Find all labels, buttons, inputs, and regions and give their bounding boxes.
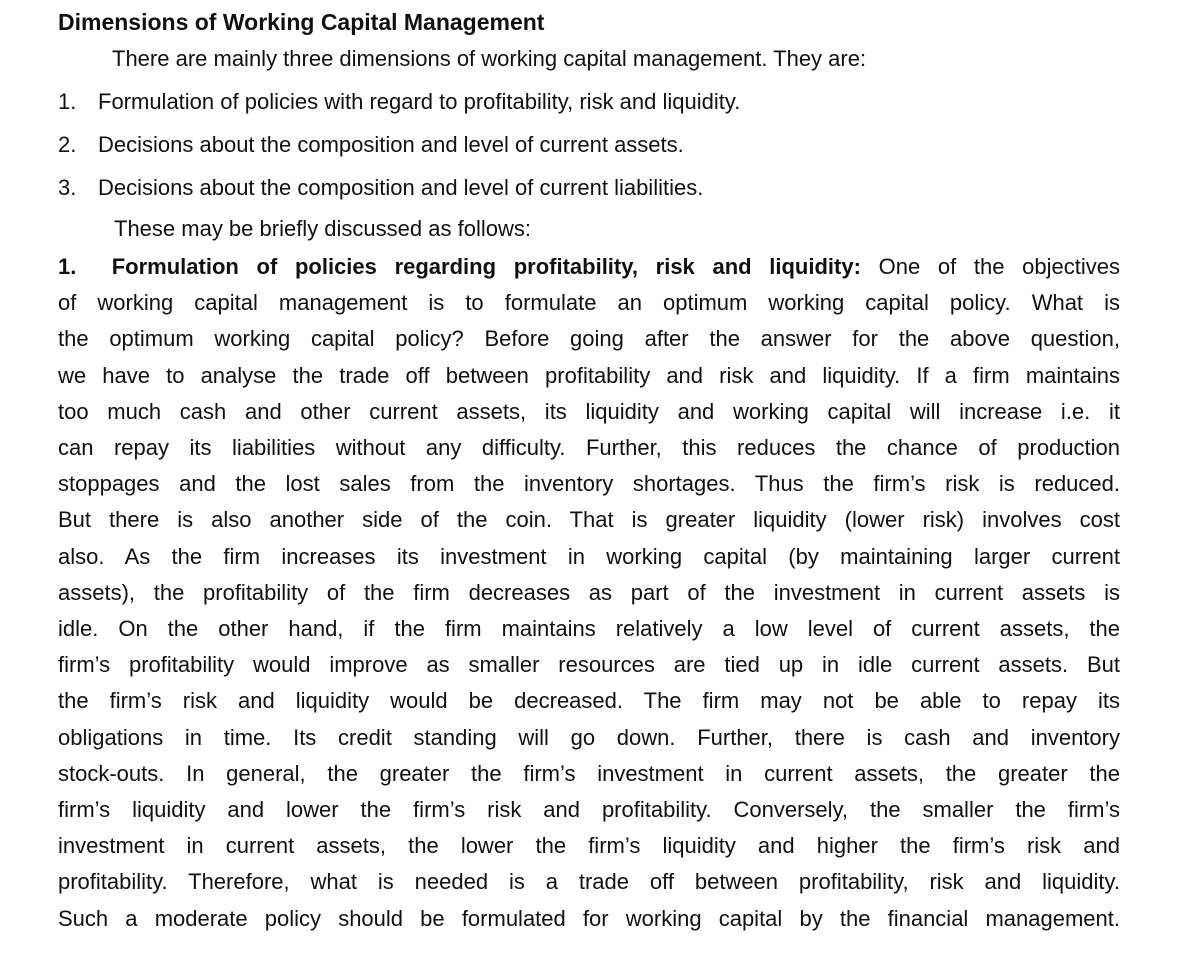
paragraph-line: also. As the firm increases its investment in working capital (by maintaining larger current: [58, 543, 1120, 569]
paragraph-line: obligations in time. Its credit standing will go down. Further, there is cash and inventory: [58, 724, 1120, 750]
list-item: [58, 123, 1120, 166]
paragraph-line: firm’s liquidity and lower the firm’s risk and profitability. Conversely, the smaller the firm’s: [58, 797, 1120, 823]
list-item-text: Decisions about the composition and level of current assets.: [98, 132, 684, 157]
list-item-number: 2.: [58, 132, 77, 157]
section-number: 1.: [58, 254, 77, 279]
paragraph-line: investment in current assets, the lower the firm’s liquidity and higher the firm’s risk and: [58, 833, 1120, 859]
document-page: [58, 6, 1120, 937]
section-heading: Formulation of policies regarding profitability, risk and liquidity:: [111, 254, 861, 279]
paragraph-line: we have to analyse the trade off between profitability and risk and liquidity. If a firm maintains: [58, 362, 1120, 388]
list-item: [58, 166, 1120, 209]
paragraph-line: assets), the profitability of the firm decreases as part of the investment in current assets is: [58, 579, 1120, 605]
section-profitability-risk-liquidity: [58, 249, 1120, 937]
paragraph-line: stock-outs. In general, the greater the firm’s investment in current assets, the greater the: [58, 760, 1120, 786]
paragraph-line: the optimum working capital policy? Before going after the answer for the above question,: [58, 326, 1120, 352]
paragraph-line: idle. On the other hand, if the firm maintains relatively a low level of current assets, the: [58, 616, 1120, 642]
paragraph-line: too much cash and other current assets, its liquidity and working capital will increase i.e. it: [58, 398, 1120, 424]
transition-sentence: These may be briefly discussed as follows:: [114, 216, 531, 241]
paragraph-line: of working capital management is to formulate an optimum working capital policy. What is: [58, 290, 1120, 316]
intro-paragraph: There are mainly three dimensions of working capital management. They are:: [112, 46, 867, 71]
section-first-line: [58, 249, 1120, 285]
paragraph-line: the firm’s risk and liquidity would be decreased. The firm may not be able to repay its: [58, 688, 1120, 714]
dimensions-list: [58, 80, 1120, 209]
list-item: [58, 80, 1120, 123]
paragraph-line: Such a moderate policy should be formulated for working capital by the financial management.: [58, 905, 1120, 931]
paragraph-line: profitability. Therefore, what is needed is a trade off between profitability, risk and liquidity.: [58, 869, 1120, 895]
list-item-number: 1.: [58, 89, 77, 114]
paragraph-line: firm’s profitability would improve as smaller resources are tied up in idle current assets. But: [58, 652, 1120, 678]
list-item-number: 3.: [58, 175, 77, 200]
paragraph-line: can repay its liabilities without any difficulty. Further, this reduces the chance of production: [58, 435, 1120, 461]
page-title: Dimensions of Working Capital Management: [58, 9, 545, 35]
paragraph-line: But there is also another side of the coin. That is greater liquidity (lower risk) involves cost: [58, 507, 1120, 533]
section-first-line-rest: One of the objectives: [878, 254, 1120, 279]
list-item-text: Decisions about the composition and level of current liabilities.: [98, 175, 704, 200]
paragraph-line: stoppages and the lost sales from the inventory shortages. Thus the firm’s risk is reduced.: [58, 471, 1120, 497]
list-item-text: Formulation of policies with regard to profitability, risk and liquidity.: [98, 89, 741, 114]
